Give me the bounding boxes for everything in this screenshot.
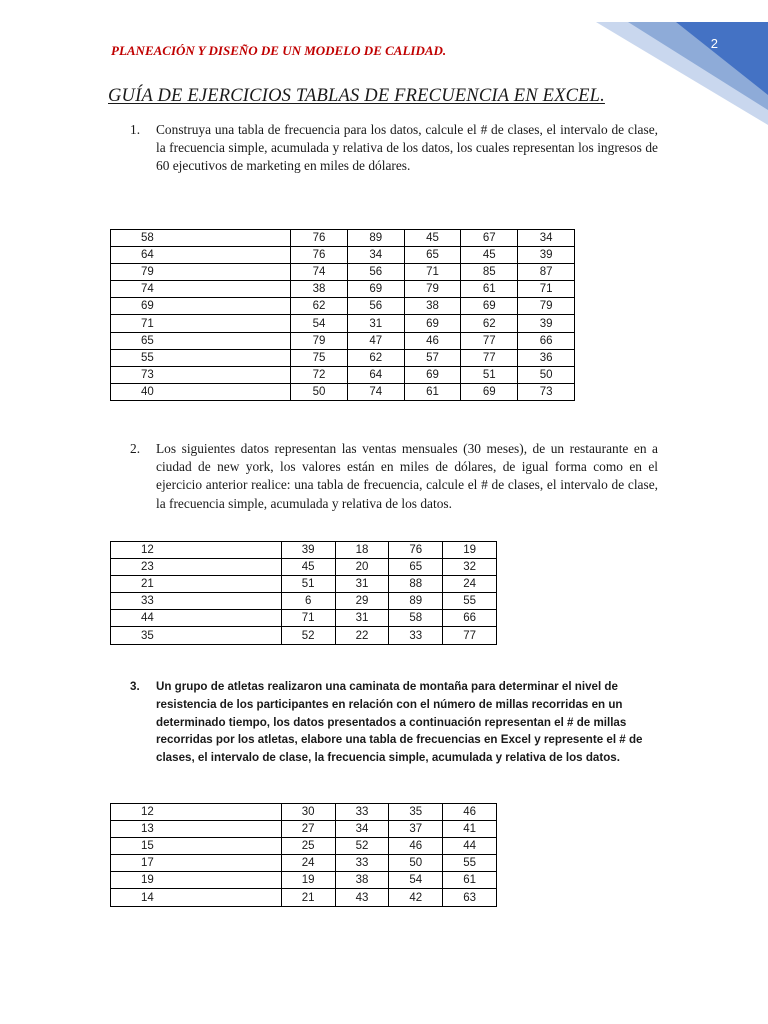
table-row — [111, 315, 575, 332]
table-cell: 65 — [389, 559, 443, 576]
table-row — [111, 855, 497, 872]
table-cell: 43 — [335, 889, 389, 906]
table-row — [111, 576, 497, 593]
table-cell: 20 — [335, 559, 389, 576]
table-row — [111, 349, 575, 366]
table-cell: 74 — [111, 281, 291, 298]
table-row — [111, 230, 575, 247]
table-cell: 71 — [281, 610, 335, 627]
table-cell: 34 — [347, 247, 404, 264]
table-cell: 88 — [389, 576, 443, 593]
table-cell: 61 — [461, 281, 518, 298]
table-cell: 55 — [111, 349, 291, 366]
exercise-3 — [130, 678, 658, 767]
table-cell: 62 — [461, 315, 518, 332]
table-cell: 52 — [335, 838, 389, 855]
table-cell: 74 — [347, 383, 404, 400]
table-cell: 44 — [443, 838, 497, 855]
exercise-1-table — [110, 229, 575, 401]
table-cell: 47 — [347, 332, 404, 349]
table-cell: 64 — [111, 247, 291, 264]
table-cell: 87 — [518, 264, 575, 281]
table-cell: 61 — [404, 383, 461, 400]
table-cell: 64 — [347, 366, 404, 383]
table-cell: 65 — [404, 247, 461, 264]
table-cell: 12 — [111, 542, 282, 559]
table-cell: 51 — [281, 576, 335, 593]
table-cell: 73 — [518, 383, 575, 400]
exercise-1-text: Construya una tabla de frecuencia para los datos, calcule el # de clases, el intervalo de clase, la frecuencia simple, acumulada y relativa de los datos, los cuales representan los ingresos de 60 ejecutivos de marketing en miles de dólares. — [156, 122, 658, 174]
table-row — [111, 264, 575, 281]
table-row — [111, 593, 497, 610]
table-cell: 45 — [281, 559, 335, 576]
table-row — [111, 383, 575, 400]
table-cell: 15 — [111, 838, 282, 855]
table-cell: 21 — [281, 889, 335, 906]
table-cell: 39 — [518, 315, 575, 332]
table-cell: 58 — [389, 610, 443, 627]
table-row — [111, 298, 575, 315]
table-cell: 85 — [461, 264, 518, 281]
table-row — [111, 542, 497, 559]
table-cell: 21 — [111, 576, 282, 593]
table-cell: 38 — [335, 872, 389, 889]
table-cell: 38 — [291, 281, 348, 298]
table-cell: 57 — [404, 349, 461, 366]
table-cell: 69 — [404, 315, 461, 332]
table-cell: 54 — [291, 315, 348, 332]
document-title: GUÍA DE EJERCICIOS TABLAS DE FRECUENCIA EN EXCEL. — [108, 86, 605, 106]
table-row — [111, 559, 497, 576]
exercise-3-text: Un grupo de atletas realizaron una caminata de montaña para determinar el nivel de resistencia de los participantes en relación con el número de millas recorridas en un determinado tiempo, los datos presentados a continuación representan el # de millas recorridas por los atletas, elabore una tabla de frecuencias en Excel y represente el # de clases, el intervalo de clase, la frecuencia simple, acumulada y relativa de los datos. — [156, 680, 643, 765]
header-title: PLANEACIÓN Y DISEÑO DE UN MODELO DE CALIDAD. — [111, 43, 447, 58]
table-cell: 50 — [518, 366, 575, 383]
table-cell: 45 — [461, 247, 518, 264]
table-cell: 72 — [291, 366, 348, 383]
table-cell: 56 — [347, 264, 404, 281]
table-row — [111, 804, 497, 821]
table-cell: 35 — [111, 627, 282, 644]
table-cell: 79 — [404, 281, 461, 298]
table-cell: 13 — [111, 821, 282, 838]
table-row — [111, 332, 575, 349]
table-cell: 42 — [389, 889, 443, 906]
table-cell: 50 — [291, 383, 348, 400]
exercise-1 — [130, 121, 658, 176]
table-cell: 66 — [443, 610, 497, 627]
table-cell: 46 — [443, 804, 497, 821]
exercise-2 — [130, 440, 658, 513]
table-row — [111, 838, 497, 855]
table-row — [111, 366, 575, 383]
table-cell: 39 — [281, 542, 335, 559]
table-cell: 34 — [518, 230, 575, 247]
table-cell: 33 — [389, 627, 443, 644]
table-row — [111, 247, 575, 264]
table-cell: 22 — [335, 627, 389, 644]
page-number: 2 — [710, 36, 718, 51]
table-row — [111, 281, 575, 298]
table-row — [111, 821, 497, 838]
table-cell: 24 — [281, 855, 335, 872]
table-cell: 54 — [389, 872, 443, 889]
table-cell: 44 — [111, 610, 282, 627]
table-row — [111, 872, 497, 889]
table-cell: 14 — [111, 889, 282, 906]
table-cell: 61 — [443, 872, 497, 889]
table-cell: 39 — [518, 247, 575, 264]
table-cell: 66 — [518, 332, 575, 349]
table-cell: 33 — [111, 593, 282, 610]
table-cell: 38 — [404, 298, 461, 315]
exercise-2-table — [110, 541, 497, 645]
exercise-2-text: Los siguientes datos representan las ventas mensuales (30 meses), de un restaurante en a ciudad de new york, los valores están en miles de dólares, de igual forma como en el ejercicio anterior realice: una tabla de frecuencia, calcule el # de clases, el intervalo de clase, la frecuencia simple, acumulada y relativa de los datos. — [156, 441, 658, 511]
table-cell: 31 — [347, 315, 404, 332]
table-cell: 35 — [389, 804, 443, 821]
table-cell: 31 — [335, 610, 389, 627]
table-cell: 71 — [404, 264, 461, 281]
table-cell: 77 — [461, 349, 518, 366]
table-cell: 6 — [281, 593, 335, 610]
table-cell: 46 — [404, 332, 461, 349]
table-cell: 32 — [443, 559, 497, 576]
table-cell: 77 — [461, 332, 518, 349]
table-cell: 19 — [443, 542, 497, 559]
table-cell: 69 — [404, 366, 461, 383]
table-row — [111, 627, 497, 644]
table-cell: 34 — [335, 821, 389, 838]
table-cell: 55 — [443, 855, 497, 872]
table-cell: 62 — [347, 349, 404, 366]
table-cell: 71 — [518, 281, 575, 298]
table-cell: 40 — [111, 383, 291, 400]
table-cell: 33 — [335, 804, 389, 821]
table-cell: 19 — [111, 872, 282, 889]
table-cell: 52 — [281, 627, 335, 644]
table-cell: 58 — [111, 230, 291, 247]
table-cell: 46 — [389, 838, 443, 855]
table-cell: 45 — [404, 230, 461, 247]
table-cell: 79 — [111, 264, 291, 281]
table-cell: 25 — [281, 838, 335, 855]
table-cell: 37 — [389, 821, 443, 838]
table-cell: 67 — [461, 230, 518, 247]
exercise-1-number: 1. — [130, 122, 141, 137]
table-cell: 76 — [291, 247, 348, 264]
exercise-3-table — [110, 803, 497, 907]
table-cell: 77 — [443, 627, 497, 644]
table-cell: 75 — [291, 349, 348, 366]
exercise-2-number: 2. — [130, 441, 141, 456]
table-cell: 41 — [443, 821, 497, 838]
table-cell: 33 — [335, 855, 389, 872]
exercise-3-number: 3. — [130, 680, 140, 693]
table-cell: 71 — [111, 315, 291, 332]
table-cell: 65 — [111, 332, 291, 349]
table-cell: 55 — [443, 593, 497, 610]
table-cell: 12 — [111, 804, 282, 821]
table-row — [111, 610, 497, 627]
table-cell: 62 — [291, 298, 348, 315]
table-cell: 76 — [389, 542, 443, 559]
table-cell: 89 — [389, 593, 443, 610]
table-cell: 69 — [347, 281, 404, 298]
table-cell: 30 — [281, 804, 335, 821]
table-cell: 79 — [518, 298, 575, 315]
table-cell: 63 — [443, 889, 497, 906]
table-cell: 27 — [281, 821, 335, 838]
table-cell: 69 — [461, 298, 518, 315]
table-cell: 73 — [111, 366, 291, 383]
table-cell: 74 — [291, 264, 348, 281]
table-cell: 51 — [461, 366, 518, 383]
table-cell: 31 — [335, 576, 389, 593]
table-row — [111, 889, 497, 906]
table-cell: 24 — [443, 576, 497, 593]
table-cell: 76 — [291, 230, 348, 247]
table-cell: 29 — [335, 593, 389, 610]
table-cell: 69 — [461, 383, 518, 400]
table-cell: 18 — [335, 542, 389, 559]
table-cell: 17 — [111, 855, 282, 872]
table-cell: 79 — [291, 332, 348, 349]
table-cell: 36 — [518, 349, 575, 366]
table-cell: 23 — [111, 559, 282, 576]
table-cell: 69 — [111, 298, 291, 315]
table-cell: 89 — [347, 230, 404, 247]
table-cell: 56 — [347, 298, 404, 315]
table-cell: 19 — [281, 872, 335, 889]
table-cell: 50 — [389, 855, 443, 872]
